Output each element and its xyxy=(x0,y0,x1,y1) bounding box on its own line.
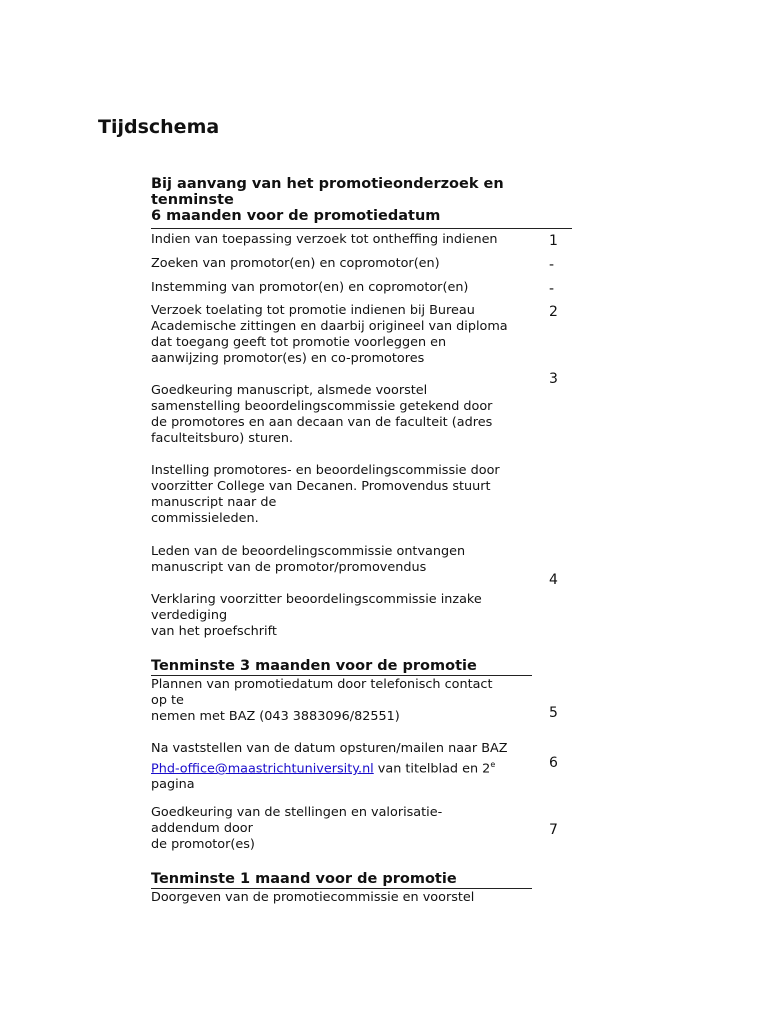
timeline-entry: Verzoek toelating tot promotie indienen bij Bureau Academische zittingen en daarbij origineel van diploma dat toegang geeft tot promotie voorleggen en aanwijzing promotor(es) en co-promotores xyxy=(151,303,508,366)
timeline-entry: Verklaring voorzitter beoordelingscommissie inzake verdediging van het proefschrift xyxy=(151,592,482,639)
superscript-e: e xyxy=(490,760,496,769)
timeline-entry: Leden van de beoordelingscommissie ontvangen manuscript van de promotor/promovendus xyxy=(151,544,466,575)
step-number: 3 xyxy=(549,371,558,387)
timeline-entry: Zoeken van promotor(en) en copromotor(en) xyxy=(151,256,440,271)
step-number: 1 xyxy=(549,233,558,249)
timeline-entry: Instemming van promotor(en) en copromotor(en) xyxy=(151,280,469,295)
timeline-entry-mail xyxy=(151,741,536,793)
mail-line-1: Na vaststellen van de datum opsturen/mailen naar BAZ xyxy=(151,741,508,756)
mail-line-3: pagina xyxy=(151,777,195,793)
section-heading-1-month: Tenminste 1 maand voor de promotie xyxy=(151,871,457,887)
section-heading-3-months: Tenminste 3 maanden voor de promotie xyxy=(151,658,477,674)
section-divider xyxy=(151,228,572,229)
timeline-entry: Doorgeven van de promotiecommissie en voorstel xyxy=(151,890,475,905)
step-number: 4 xyxy=(549,572,558,588)
phd-office-email-link[interactable]: Phd-office@maastrichtuniversity.nl xyxy=(151,761,374,777)
step-number: - xyxy=(549,257,555,273)
section-divider xyxy=(151,888,532,889)
mail-line-2-rest: van titelblad en 2 xyxy=(373,761,491,777)
timeline-entry: Instelling promotores- en beoordelingscommissie door voorzitter College van Decanen. Promovendus stuurt manuscript naar de commissieleden. xyxy=(151,463,500,526)
step-number: 7 xyxy=(549,822,558,838)
timeline-entry: Goedkeuring van de stellingen en valorisatie- addendum door de promotor(es) xyxy=(151,805,443,852)
timeline-entry: Goedkeuring manuscript, alsmede voorstel samenstelling beoordelingscommissie getekend door de promotores en aan decaan van de faculteit (adres faculteitsburo) sturen. xyxy=(151,383,493,446)
step-number: 6 xyxy=(549,755,558,771)
page-title: Tijdschema xyxy=(98,116,220,138)
section-heading-start: Bij aanvang van het promotieonderzoek en tenminste 6 maanden voor de promotiedatum xyxy=(151,176,504,224)
step-number: - xyxy=(549,281,555,297)
step-number: 5 xyxy=(549,705,558,721)
timeline-entry: Indien van toepassing verzoek tot ontheffing indienen xyxy=(151,232,498,247)
section-divider xyxy=(151,675,532,676)
step-number: 2 xyxy=(549,304,558,320)
timeline-entry: Plannen van promotiedatum door telefonisch contact op te nemen met BAZ (043 3883096/82551) xyxy=(151,677,493,724)
